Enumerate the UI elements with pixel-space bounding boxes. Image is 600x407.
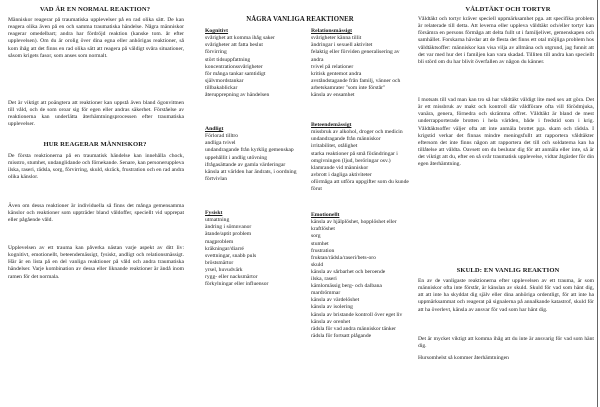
paragraph-trauma-impact: Upplevelsen av ett trauma kan påverka nästan varje aspekt av ditt liv: kognitivt, emotionellt, beteendemässigt, fysiskt, andligt och relationsmässigt. Här är en lista på en del vanliga reaktioner på våld och andra traumatiska händelser. Varje kombination av dessa eller liknande reaktioner är ändå inom ramen för det normala. xyxy=(8,245,184,280)
list-item: ifrågasättande av gamla värderingar xyxy=(205,161,286,168)
list-item: oförmåga att utföra uppgifter som du kunde förut xyxy=(311,178,409,193)
list-item: undandragande från människor xyxy=(311,136,381,143)
list-item: svårigheter känna tillit xyxy=(311,35,362,42)
heading-guilt: SKULD: EN VANLIG REAKTION xyxy=(456,267,560,274)
list-item: tvivel på relationer xyxy=(311,63,354,70)
paragraph-not-responsible: Det är mycket viktigt att komma ihåg att du inte är ansvarig för vad som hänt dig. xyxy=(418,336,594,350)
list-title-relational: Relationsmässigt xyxy=(311,28,353,34)
list-item: avbrott i dagliga aktiviteter xyxy=(311,171,372,178)
list-item: självmordstankar xyxy=(205,77,244,84)
list-item: uppehållit i andlig utövning xyxy=(205,154,267,161)
list-item: kritisk gentemot andra xyxy=(311,70,362,77)
list-behavioral xyxy=(311,122,411,193)
list-item: tillbakablickar xyxy=(205,84,238,91)
list-physical xyxy=(205,210,268,288)
list-item: felaktig eller förviden generalisering av andra xyxy=(311,49,400,63)
list-item: fruktan/rädsla/raseri/bets-oro xyxy=(311,254,376,261)
list-item: svettningar, snabb puls xyxy=(205,252,257,259)
list-item: koncentrationssvårigheter xyxy=(205,63,263,70)
list-item: missbruk av alkohol, droger och medicin xyxy=(311,129,403,136)
paragraph-recovery: Hursomhelst så kommer återhämtningen xyxy=(418,355,509,361)
list-title-spiritual: Andligt xyxy=(205,126,224,132)
list-title-physical: Fysiskt xyxy=(205,210,223,216)
paragraph-common-feelings: Även om dessa reaktioner är individuella så finns det många gemensamma känslor och reaktioner som uppträder bland våldoffer, speciellt vid upprepat eller pågående våld. xyxy=(8,203,184,224)
paragraph-normal-reactions: Människor reagerar på traumatiska upplevelser på en rad olika sätt. De kan reagera olika även på en och samma traumatiska händelse. Några människor reagerar omedelbart; andra har fördröjd reaktion (kanske tom. år efter upplevelsen). Om du är orolig över dina egna eller anhörigas reaktioner, så kom ihåg att det finns en rad olika sätt att reagera på väldigt svåra situationer, såsom krigets fasor, som anses som normalt. xyxy=(8,17,184,59)
list-item: frustration xyxy=(311,247,335,254)
page-edge-divider xyxy=(597,0,598,407)
paragraph-rape-torture: Våldtäkt och tortyr kräver speciell uppmärksamhet pga. att specifika problem är relaterade till detta. Att leverna eller uppleva våldtäkt och/eller tortyr kan försämra en persons förmåga att delta fullt ut i familjelivet, gemenskapen och samhället. Forskarna hävdar att de flesta det finns ett otal möjliga problem hos våldtäktsoffer: människor kan visa vilja av allmäna och utgrund, jag funnit att det var med hur det i familjen kan vara skadad. Tilliten till andra kan speciellt bli störd om du har blivit överfallen av någon du känner. xyxy=(418,16,594,65)
list-item: för många tankar samtidigt xyxy=(205,70,266,77)
list-item: kämlomässig berg- och dalbana xyxy=(311,283,382,290)
list-cognitive xyxy=(205,28,275,99)
heading-normal-reaction: VAD ÄR EN NORMAL REAKTION? xyxy=(39,6,151,13)
list-item: yrsel, huvudvärk xyxy=(205,266,243,273)
list-item: ätande/aptit problem xyxy=(205,231,252,238)
list-item: svårigheter att fatta beslut xyxy=(205,42,263,49)
list-item: mardrömmar xyxy=(311,290,341,297)
list-item: förtvivlan xyxy=(205,175,228,182)
list-item: känsla av isolering xyxy=(311,304,353,311)
paragraph-eyewitness: Det är viktigt att poängtera att reaktioner kan uppstå även bland ögonvittnen till våld, och de som oroar sig för egen eller andras säkerhet. Förståelse av reaktionerna kan underlätta återhämtningsprocessen efter traumatiska upplevelser. xyxy=(8,100,184,128)
list-item: förvirring xyxy=(205,49,227,56)
list-item: Förlorad tilltro xyxy=(205,133,239,140)
list-item: ilska, raseri xyxy=(311,276,337,283)
heading-how-people-react: HUR REAGERAR MÄNNISKOR? xyxy=(43,141,147,148)
list-item: sorg xyxy=(311,233,321,240)
list-item: kräkningar/diarré xyxy=(205,245,244,252)
list-item: bröstsmärtor xyxy=(205,259,234,266)
list-title-cognitive: Kognitivt xyxy=(205,28,229,34)
list-item: förkylningar eller influensor xyxy=(205,281,269,288)
list-item: starka reaktioner på små förändringar i omgivningen (ljud, beröringar osv.) xyxy=(311,150,398,164)
list-item: andliga tvivel xyxy=(205,140,236,147)
list-item: klamrande vid människor xyxy=(311,164,369,171)
list-item: avståndstagande från familj, vänner och arbetskamrater "som inte förstår" xyxy=(311,77,401,91)
paragraph-guilt: En av de vanligaste reaktionerna efter upplevelsen av ett trauma, är som människor ofta inte förstår, är känslan av skuld. Skuld för vad som hänt dig, att att inte ha skyddat dig själv eller dina anhöriga ordentligt, för att inte ha uppmärksammat och reagerat på signalerna på annalkande katastrof, skuld för att ha överlevt, känsla av ansvar för vad som har hänt dig. xyxy=(418,278,594,313)
heading-rape-torture: VÅLDTÄKT OCH TORTYR xyxy=(465,6,551,13)
list-title-behavioral: Beteendemässigt xyxy=(311,122,352,128)
list-item: återupprepning av händelsen xyxy=(205,92,270,99)
list-item: magproblem xyxy=(205,238,234,245)
list-item: känsla av värdelöshet xyxy=(311,297,360,304)
list-item: känsla av bristande kontroll över eget liv xyxy=(311,311,403,318)
list-item: känsla att världen har ändrats, i oordning xyxy=(205,168,297,175)
list-title-emotional: Emotionellt xyxy=(311,212,340,218)
list-item: svårighet att komma ihåg saker xyxy=(205,35,275,42)
list-emotional xyxy=(311,212,413,340)
list-item: känsla av hjälplöshet, hopplöshet eller kraftlöshet xyxy=(311,219,397,233)
list-item: utmattning xyxy=(205,217,230,224)
list-item: irritabilitet, otålighet xyxy=(311,143,358,150)
list-item: stört tidsuppfattning xyxy=(205,56,251,63)
heading-common-reactions: NÅGRA VANLIGA REAKTIONER xyxy=(246,16,354,23)
list-item: känsla av orenhet xyxy=(311,318,351,325)
list-spiritual xyxy=(205,126,297,183)
list-item: undandragande från kyrklig gemenskap xyxy=(205,147,294,154)
list-item: känsla av ensamhet xyxy=(311,92,355,99)
list-item: rädsla för fortsatt plågande xyxy=(311,332,372,339)
list-item: ändring i sömnvanor xyxy=(205,224,252,231)
list-item: rygg- eller nacksmärtor xyxy=(205,274,258,281)
paragraph-first-reactions: De första reaktionerna på en traumatisk händelse kan innehålla chock, misstro, stumhet, undanglidande och förnekande. Senare, kan personerupplevа ilska, raseri, rädsla, sorg, förvirring, skuld, skräck, frustration och en rad andra olika känslor. xyxy=(8,153,184,181)
list-relational xyxy=(311,28,411,99)
list-item: skuld xyxy=(311,261,324,268)
list-item: känsla av sårbarhet och beroende xyxy=(311,268,386,275)
list-item: rädsla för vad andra människor tänker xyxy=(311,325,396,332)
paragraph-power-control: I motsats till vad man kan tro så har våldtäkt våldigt lite med sex att göra. Det är ett missbruk av makt och kontroll där våldförare ofta vill förödmjuka, vanära, genera, förnedra och skrämma offret. Våldtäkt är bland de mest underrapporterade brotten i hela världen, både i fredstid som i krig. Våldtäktsoffer väljer ofta att inte anmäla brottet pga. skam och rädsla. I krigstid verkar det finnas mindre meningsfullt att rapportera våldtäkter eftersom det inte finns någon att rapportera det till och soldaterna kan ha tillåtelse att våldta. Oavsett om du beslutar dig för att anmäla eller inte, så är det viktigt att du, efter en så svår traumatisk upplevelse, vidtar åtgärder för din egen återhämtning. xyxy=(418,97,594,168)
list-item: ändringar i sexuell aktivitet xyxy=(311,42,373,49)
list-item: stumhet xyxy=(311,240,329,247)
